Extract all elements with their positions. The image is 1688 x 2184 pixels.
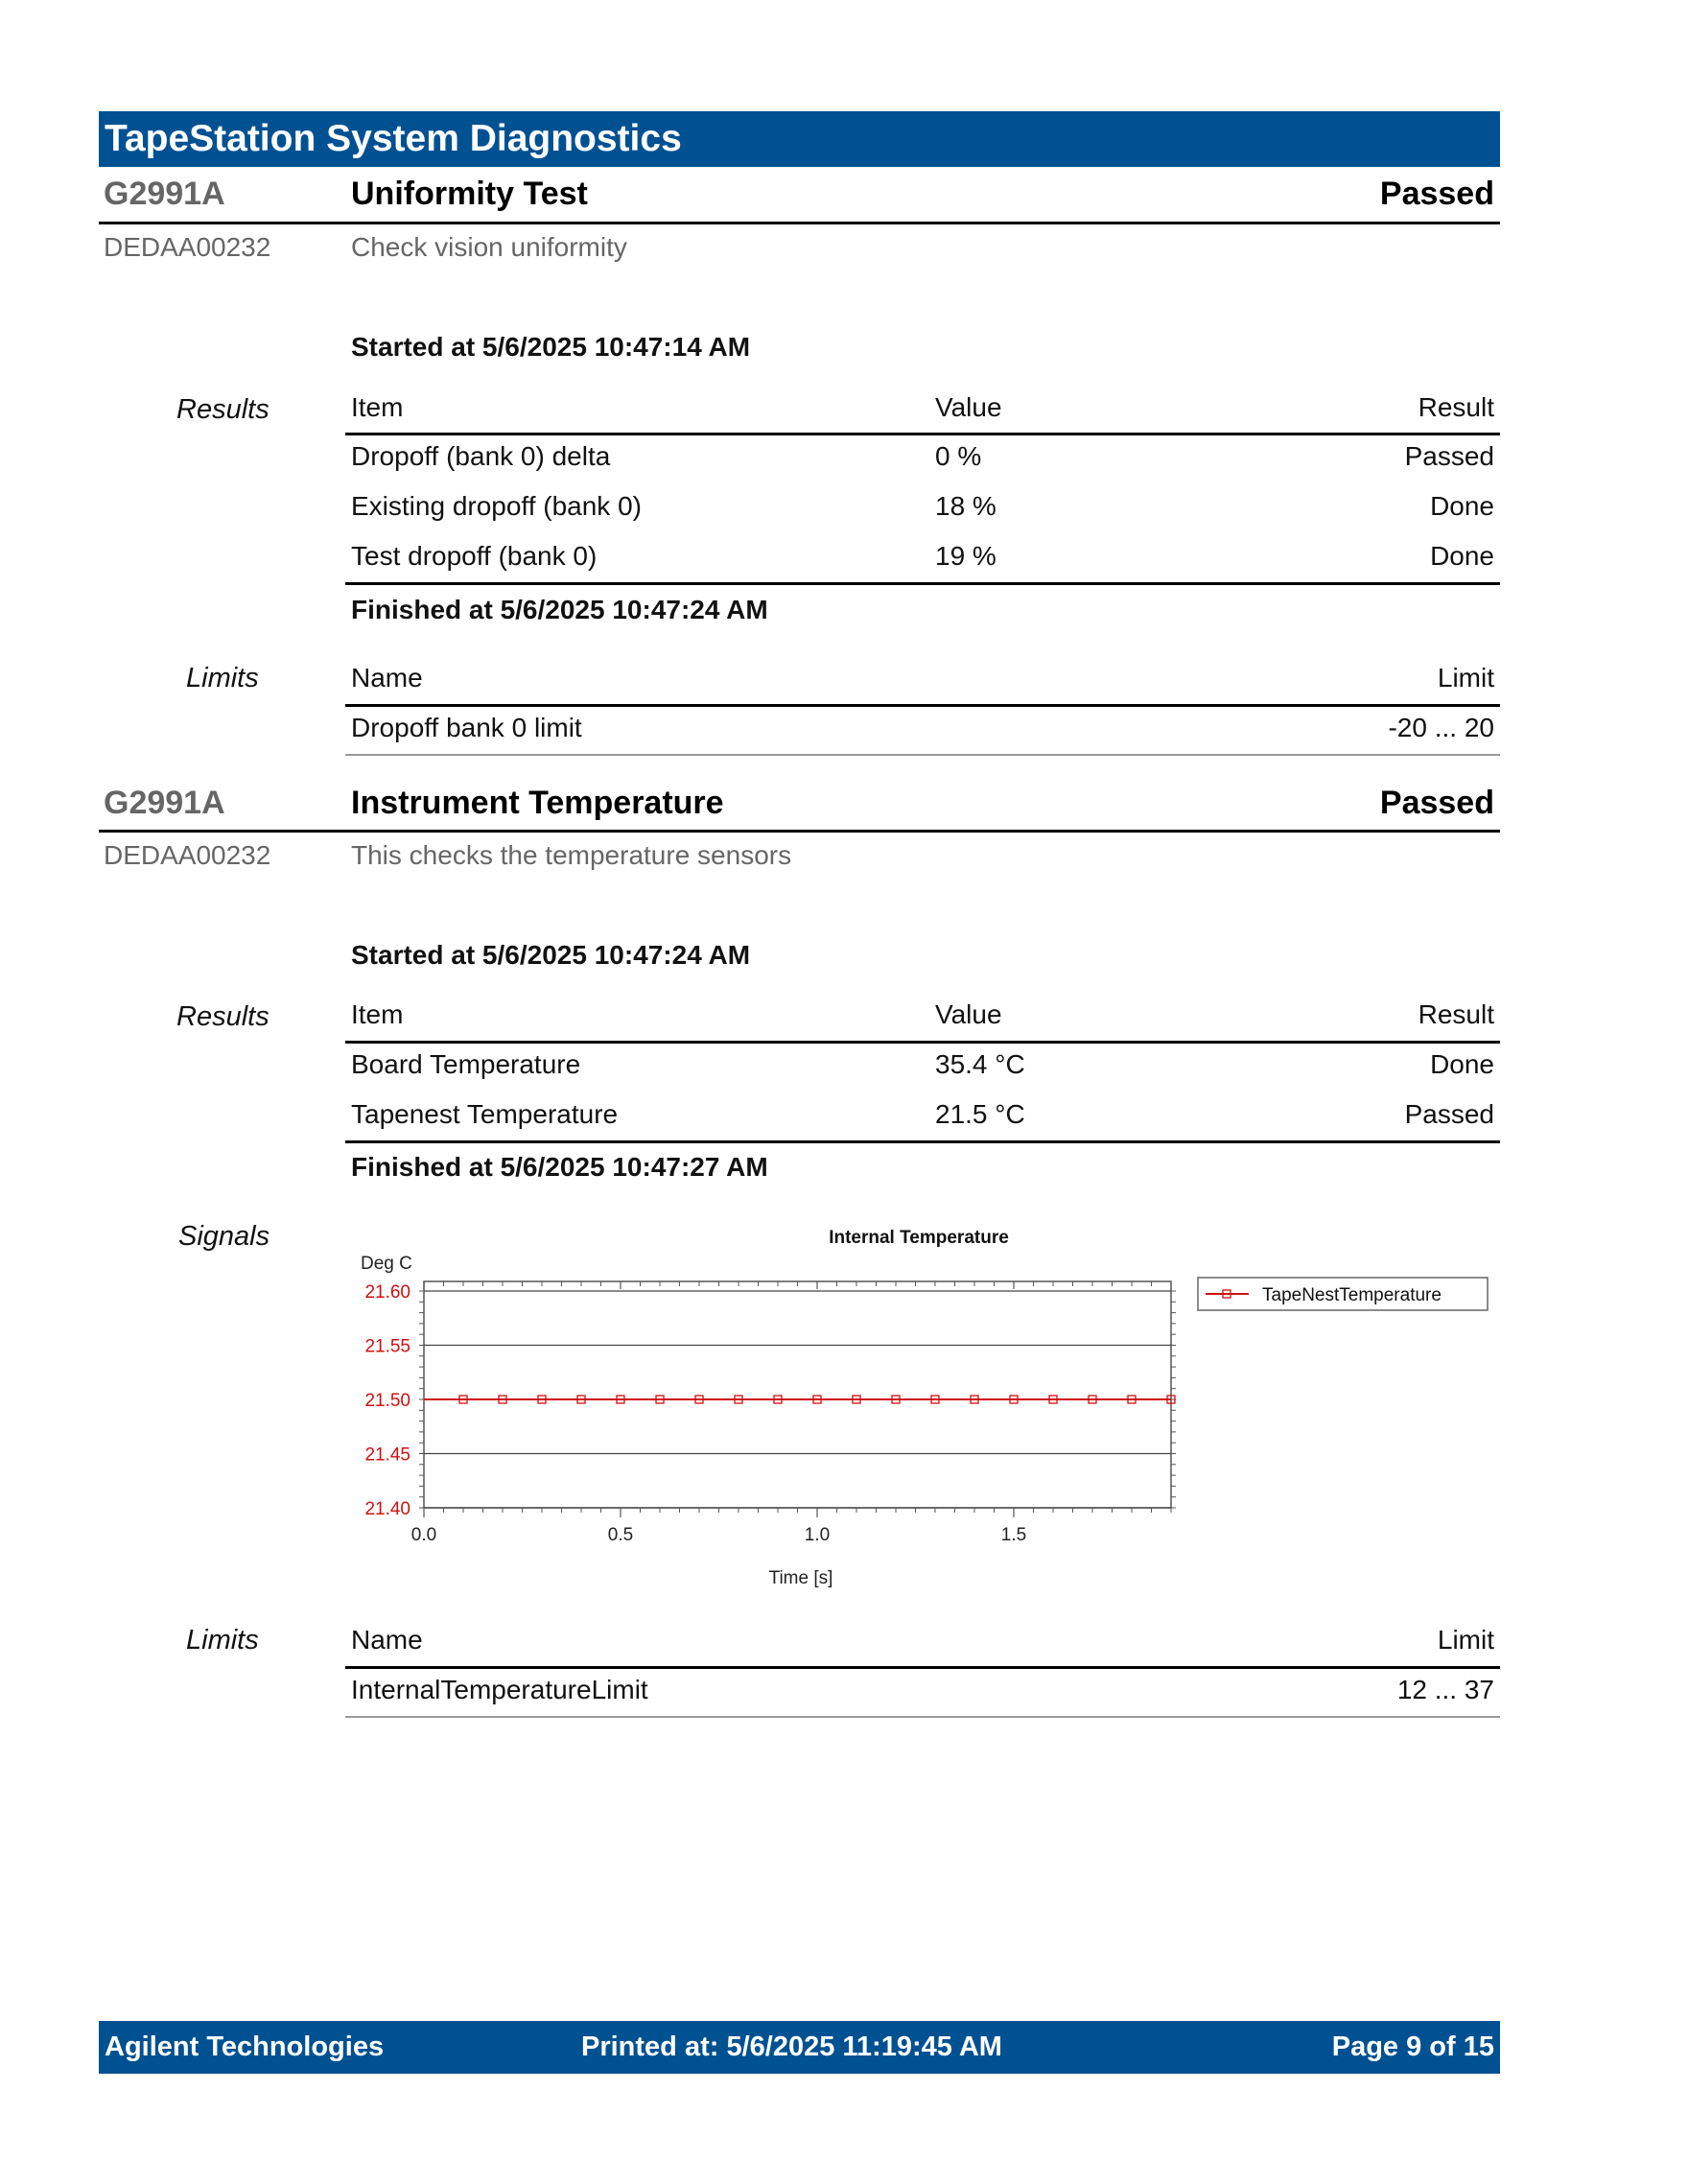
x-tick-label: 1.5: [1000, 1525, 1027, 1545]
test2-serial: DEDAA00232: [104, 840, 271, 870]
result-item: Test dropoff (bank 0): [351, 541, 598, 571]
test1-col-value: Value: [935, 392, 1002, 422]
test2-model: G2991A: [104, 785, 225, 821]
test2-header-rule: [99, 830, 1500, 833]
result-item: Board Temperature: [351, 1049, 581, 1079]
result-status: Done: [1430, 491, 1494, 521]
test1-col-item: Item: [351, 392, 404, 422]
test1-started: Started at 5/6/2025 10:47:14 AM: [351, 332, 751, 362]
limit-value: 12 ... 37: [1396, 1675, 1494, 1704]
test1-serial: DEDAA00232: [104, 232, 271, 262]
result-value: 18 %: [935, 491, 996, 521]
result-status: Done: [1430, 1049, 1494, 1079]
test2-limits-col-limit: Limit: [1437, 1625, 1494, 1655]
y-tick-label: 21.60: [364, 1282, 410, 1303]
y-tick-label: 21.45: [364, 1444, 410, 1466]
test2-col-value: Value: [935, 999, 1002, 1029]
test1-limits-label: Limits: [186, 663, 259, 693]
report-title: TapeStation System Diagnostics: [99, 111, 1500, 167]
test1-results-label: Results: [176, 394, 270, 425]
test1-limits-bottom-rule: [345, 754, 1500, 756]
test1-description: Check vision uniformity: [351, 232, 627, 262]
result-value: 19 %: [935, 541, 996, 571]
test2-limits-header-rule: [345, 1666, 1500, 1669]
test1-limits-col-limit: Limit: [1437, 663, 1494, 693]
test2-limits-label: Limits: [186, 1625, 259, 1656]
footer-page: Page 9 of 15: [1331, 2031, 1494, 2062]
result-value: 21.5 °C: [935, 1099, 1025, 1129]
result-item: Tapenest Temperature: [351, 1099, 619, 1129]
test1-status: Passed: [1379, 176, 1494, 212]
test2-signals-label: Signals: [178, 1221, 270, 1252]
footer-printed: Printed at: 5/6/2025 11:19:45 AM: [581, 2031, 1002, 2062]
test2-results-bottom-rule: [345, 1140, 1500, 1143]
test1-limits-col-name: Name: [351, 663, 423, 693]
test2-results-label: Results: [176, 1001, 270, 1032]
x-tick-label: 0.5: [607, 1525, 634, 1545]
limit-name: Dropoff bank 0 limit: [351, 713, 582, 742]
x-tick-label: 0.0: [410, 1525, 437, 1545]
result-item: Existing dropoff (bank 0): [351, 491, 642, 521]
page-footer: [99, 2021, 1500, 2074]
test1-header-rule: [99, 222, 1500, 224]
y-tick-label: 21.50: [364, 1391, 410, 1411]
x-tick-label: 1.0: [804, 1525, 831, 1545]
result-status: Passed: [1404, 1099, 1494, 1129]
test2-started: Started at 5/6/2025 10:47:24 AM: [351, 940, 751, 970]
test2-status: Passed: [1379, 785, 1494, 821]
test2-limits-col-name: Name: [351, 1625, 423, 1655]
y-tick-label: 21.55: [364, 1336, 410, 1357]
result-item: Dropoff (bank 0) delta: [351, 441, 611, 471]
test1-limits-header-rule: [345, 704, 1500, 707]
chart-ylabel: Deg C: [361, 1254, 412, 1274]
test2-results-header-rule: [345, 1041, 1500, 1044]
test1-finished: Finished at 5/6/2025 10:47:24 AM: [351, 595, 768, 624]
y-tick-label: 21.40: [364, 1499, 410, 1519]
result-value: 35.4 °C: [935, 1049, 1025, 1079]
result-status: Done: [1430, 541, 1494, 571]
result-value: 0 %: [935, 441, 982, 471]
limit-name: InternalTemperatureLimit: [351, 1675, 648, 1704]
test2-finished: Finished at 5/6/2025 10:47:27 AM: [351, 1152, 768, 1182]
test1-model: G2991A: [104, 176, 225, 212]
footer-company: Agilent Technologies: [105, 2031, 385, 2062]
test1-results-bottom-rule: [345, 582, 1500, 585]
chart-xlabel: Time [s]: [768, 1568, 833, 1588]
test2-col-result: Result: [1418, 999, 1494, 1029]
test2-title: Instrument Temperature: [351, 785, 724, 821]
test2-description: This checks the temperature sensors: [351, 840, 792, 870]
chart-title: Internal Temperature: [829, 1228, 1009, 1248]
legend-label: TapeNestTemperature: [1262, 1285, 1442, 1305]
test2-limits-bottom-rule: [345, 1716, 1500, 1718]
internal-temperature-chart: [345, 1218, 1496, 1602]
limit-value: -20 ... 20: [1388, 713, 1494, 742]
test1-results-header-rule: [345, 433, 1500, 435]
plot-area: [424, 1281, 1171, 1508]
test1-title: Uniformity Test: [351, 176, 588, 212]
test1-col-result: Result: [1418, 392, 1494, 422]
result-status: Passed: [1404, 441, 1494, 471]
test2-col-item: Item: [351, 999, 404, 1029]
